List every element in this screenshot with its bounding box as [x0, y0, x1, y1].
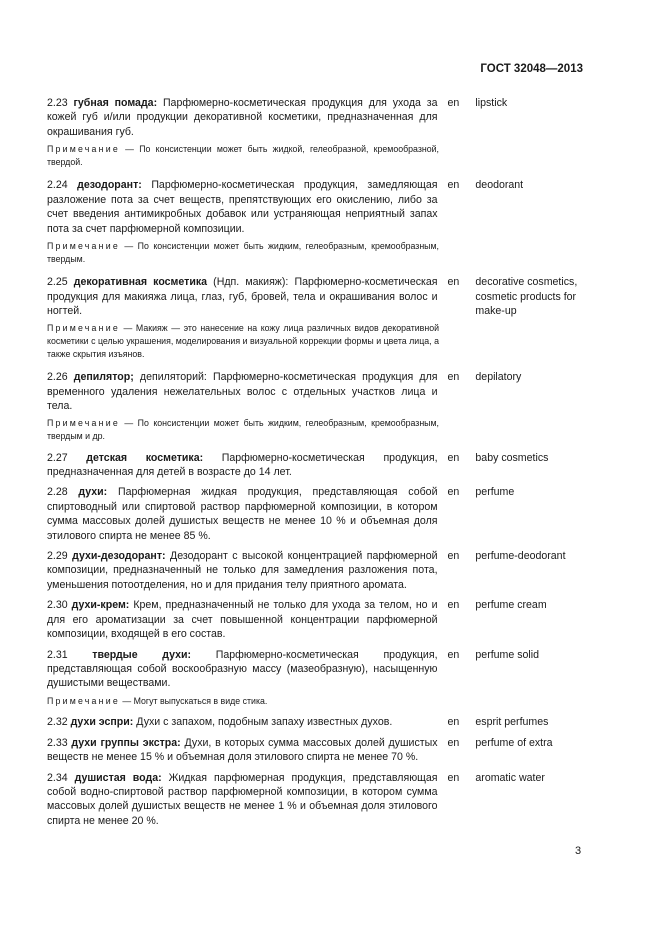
entry-term: душистая вода:: [74, 771, 162, 784]
entry-term: декоративная косметика: [73, 276, 208, 289]
entry-english-term: perfume: [475, 486, 515, 499]
note-label: Примечание: [47, 695, 120, 706]
note-label: Примечание: [47, 241, 120, 252]
entry-language: en: [447, 550, 460, 563]
entry-number: 2.23: [47, 97, 68, 109]
entry-number: 2.27: [47, 451, 68, 464]
entry-english-term: perfume solid: [475, 648, 539, 661]
entry-number: 2.29: [47, 550, 68, 563]
entry-number: 2.28: [47, 486, 68, 499]
note-label: Примечание: [47, 144, 120, 155]
entry-term: духи-крем:: [71, 599, 130, 612]
entry-definition: Крем, предназначенный не только для ухода за телом, но и для его ароматизации за счет повышенной концентрации парфюмерной композиции, входящей в его состав.: [47, 599, 438, 641]
entry-term: духи-дезодорант:: [72, 550, 166, 563]
entry-definition: Парфюмерная жидкая продукция, представляющая собой спиртоводный или спиртовой раствор парфюмерной композиции, в котором сумма массовых долей душистых веществ не менее 10 % и объемная доля этилового спирта не менее 85 %.: [47, 486, 438, 542]
entry-term: дезодорант:: [77, 179, 142, 192]
entry-term: духи эспри:: [70, 716, 134, 729]
entry-2-30: [47, 598, 585, 641]
entry-english-term: baby cosmetics: [475, 451, 549, 464]
entry-english-term: decorative cosmetics, cosmetic products for make-up: [475, 276, 578, 318]
entry-term: духи группы экстра:: [71, 736, 181, 749]
entry-language: en: [447, 736, 460, 749]
entry-english-term: depilatory: [475, 371, 522, 384]
entry-2-33: [47, 736, 585, 765]
entry-definition: Духи, в которых сумма массовых долей душистых веществ не менее 15 % и объемная доля этилового спирта не менее 70 %.: [47, 736, 438, 764]
entry-2-24: [47, 178, 585, 265]
entry-term: губная помада:: [73, 97, 158, 109]
entry-english-term: esprit perfumes: [475, 716, 549, 729]
note-text: По консистенции может быть жидким, гелеобразным, кремообразным, твердым и др.: [47, 418, 439, 442]
entry-number: 2.34: [47, 771, 68, 784]
entry-number: 2.33: [47, 736, 68, 749]
entry-language: en: [447, 486, 460, 499]
entry-note: Примечание — Могут выпускаться в виде стика.: [47, 695, 268, 706]
entry-english-term: perfume of extra: [475, 736, 553, 749]
entry-term: духи:: [78, 486, 108, 499]
entry-language: en: [447, 276, 460, 289]
entry-note: Примечание — По консистенции может быть жидким, гелеобразным, кремообразным, твердым.: [47, 241, 439, 264]
entry-definition: депиляторий: Парфюмерно-косметическая продукция для временного удаления нежелательных волос с отдельных участков лица и тела.: [47, 371, 438, 413]
entry-definition: Духи с запахом, подобным запаху известных духов.: [136, 716, 393, 729]
note-text: Могут выпускаться в виде стика.: [133, 695, 268, 706]
entry-number: 2.26: [47, 371, 68, 384]
entry-number: 2.25: [47, 276, 68, 289]
entry-2-28: [47, 485, 585, 543]
glossary-entries: [47, 96, 585, 828]
entry-language: en: [447, 97, 460, 109]
entry-english-term: lipstick: [475, 97, 508, 109]
entry-2-34: [47, 771, 585, 829]
entry-language: en: [447, 179, 460, 192]
entry-note: Примечание — По консистенции может быть жидким, гелеобразным, кремообразным, твердым и др.: [47, 418, 439, 442]
note-text: По консистенции может быть жидкой, гелеобразной, кремообразной, твердой.: [47, 144, 439, 167]
entry-english-term: deodorant: [475, 179, 524, 192]
entry-definition: Жидкая парфюмерная продукция, представляющая собой водно-спиртовой раствор парфюмерной композиции, в котором сумма массовых долей душистых веществ не менее 1 % и объемная доля этилового спирта не менее 20 %.: [47, 771, 438, 827]
note-label: Примечание: [47, 418, 120, 429]
document-code: ГОСТ 32048—2013: [480, 63, 583, 75]
entry-2-31: [47, 648, 585, 708]
entry-number: 2.31: [47, 648, 68, 661]
entry-english-term: aromatic water: [475, 771, 545, 784]
entry-english-term: perfume-deodorant: [475, 550, 566, 563]
entry-language: en: [447, 771, 460, 784]
entry-number: 2.32: [47, 716, 68, 729]
entry-language: en: [447, 716, 460, 729]
page-number: 3: [575, 845, 582, 857]
entry-term: депилятор;: [73, 371, 134, 384]
entry-language: en: [447, 451, 460, 464]
entry-2-23: [47, 96, 585, 168]
entry-term: детская косметика:: [86, 451, 204, 464]
note-label: Примечание: [47, 323, 120, 334]
entry-note: Примечание — По консистенции может быть жидкой, гелеобразной, кремообразной, твердой.: [47, 144, 439, 167]
entry-number: 2.30: [47, 599, 68, 612]
entry-definition: Парфюмерно-косметическая продукция, замедляющая разложение пота за счет веществ, препятствующих его окислению, либо за счет введения антимикробных добавок или устраняющая неприятный запах пота за счет парфюмерной композиции.: [47, 179, 438, 235]
entry-language: en: [447, 371, 460, 384]
entry-term: твердые духи:: [92, 648, 192, 661]
note-text: По консистенции может быть жидким, гелеобразным, кремообразным, твердым.: [47, 241, 439, 264]
entry-definition: Парфюмерно-косметическая продукция, представляющая собой воскообразную массу (мазеобразную), насыщенную душистыми веществами.: [47, 648, 438, 690]
entry-language: en: [447, 648, 460, 661]
entry-2-29: [47, 549, 585, 592]
entry-number: 2.24: [47, 179, 68, 192]
note-text: Макияж — это нанесение на кожу лица различных видов декоративной косметики с целью украшения, моделирования и визуальной коррекции формы и цвета лица, а также скрытия изъянов.: [47, 323, 439, 359]
entry-definition: Парфюмерно-косметическая продукция, предназначенная для детей в возрасте до 14 лет.: [47, 451, 438, 479]
entry-language: en: [447, 599, 460, 612]
entry-2-27: [47, 451, 585, 480]
entry-2-25: [47, 275, 585, 360]
entry-definition: Парфюмерно-косметическая продукция для ухода за кожей губ и/или продукции декоративной косметики, предназначенная для окрашивания губ.: [47, 97, 438, 138]
entry-definition: Дезодорант с высокой концентрацией парфюмерной композиции, предназначенный не только для замедления разложения пота, уменьшения потоотделения, но и для придания телу приятного аромата.: [47, 550, 438, 591]
entry-english-term: perfume cream: [475, 599, 547, 612]
entry-2-32: [47, 715, 585, 729]
entry-2-26: [47, 370, 585, 442]
entry-definition: (Ндп. макияж): Парфюмерно-косметическая продукция для макияжа лица, глаз, губ, бровей, тела и окрашивания волос и ногтей.: [47, 276, 438, 318]
entry-note: Примечание — Макияж — это нанесение на кожу лица различных видов декоративной косметики с целью украшения, моделирования и визуальной коррекции формы и цвета лица, а также скрытия изъянов.: [47, 323, 439, 359]
